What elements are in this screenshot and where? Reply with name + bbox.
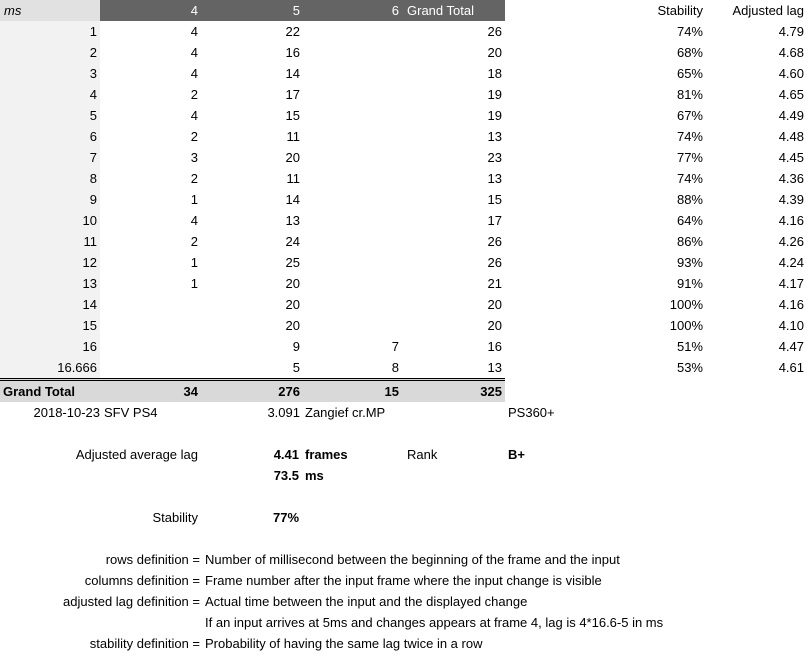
cell-row-total[interactable]: 13 — [487, 360, 502, 375]
date-cell[interactable]: 2018-10-23 — [33, 405, 100, 420]
table-row — [0, 336, 505, 357]
definition-term: stability definition = — [89, 636, 200, 651]
game-cell[interactable]: SFV PS4 — [104, 405, 158, 420]
row-label[interactable]: 6 — [0, 126, 100, 147]
cell-frame-4[interactable]: 2 — [190, 234, 198, 249]
stability-cell[interactable]: 74% — [676, 129, 703, 144]
adjusted-lag-cell[interactable]: 4.36 — [778, 171, 804, 186]
row-label[interactable]: 7 — [0, 147, 100, 168]
grand-total-sum[interactable]: 325 — [480, 384, 502, 399]
grand-total-5[interactable]: 276 — [278, 384, 300, 399]
row-label[interactable]: 15 — [0, 315, 100, 336]
stability-cell[interactable]: 74% — [676, 24, 703, 39]
cell-frame-4[interactable]: 4 — [190, 45, 198, 60]
cell-frame-6[interactable]: 8 — [391, 360, 399, 375]
cell-row-total[interactable]: 13 — [487, 171, 502, 186]
definition-term: adjusted lag definition = — [63, 594, 200, 609]
cell-frame-6[interactable]: 7 — [391, 339, 399, 354]
stability-cell[interactable]: 64% — [676, 213, 703, 228]
adjusted-lag-cell[interactable]: 4.48 — [778, 129, 804, 144]
cell-frame-4[interactable]: 4 — [190, 213, 198, 228]
stability-value[interactable]: 77% — [273, 510, 300, 525]
stability-cell[interactable]: 53% — [676, 360, 703, 375]
row-label[interactable]: 5 — [0, 105, 100, 126]
cell-frame-5[interactable]: 14 — [285, 66, 300, 81]
adjusted-lag-cell[interactable]: 4.26 — [778, 234, 804, 249]
cell-frame-4[interactable]: 4 — [190, 66, 198, 81]
row-label[interactable]: 13 — [0, 273, 100, 294]
cell-frame-4[interactable]: 4 — [190, 24, 198, 39]
cell-row-total[interactable]: 19 — [487, 87, 502, 102]
table-row — [0, 42, 505, 63]
table-row — [0, 84, 505, 105]
grand-total-row — [0, 378, 505, 402]
table-row — [0, 294, 505, 315]
version-cell[interactable]: 3.091 — [267, 405, 300, 420]
stability-cell[interactable]: 91% — [676, 276, 703, 291]
avg-lag-ms-value[interactable]: 73.5 — [273, 468, 299, 483]
definition-text: If an input arrives at 5ms and changes appears at frame 4, lag is 4*16.6-5 in ms — [205, 615, 664, 630]
cell-frame-4[interactable]: 1 — [190, 276, 198, 291]
row-label[interactable]: 9 — [0, 189, 100, 210]
adjusted-lag-cell[interactable]: 4.60 — [778, 66, 804, 81]
stability-cell[interactable]: 93% — [676, 255, 703, 270]
cell-frame-5[interactable]: 11 — [286, 129, 300, 144]
frames-unit: frames — [305, 447, 348, 462]
cell-frame-5[interactable]: 20 — [285, 150, 300, 165]
pivot-table — [0, 0, 505, 402]
cell-row-total[interactable]: 20 — [487, 297, 502, 312]
table-row — [0, 63, 505, 84]
row-label[interactable]: 14 — [0, 294, 100, 315]
col-header-grand-total[interactable]: Grand Total — [407, 3, 474, 18]
cell-row-total[interactable]: 26 — [487, 255, 502, 270]
cell-row-total[interactable]: 16 — [487, 339, 502, 354]
stability-cell[interactable]: 81% — [676, 87, 703, 102]
definition-text: Probability of having the same lag twice in a row — [205, 636, 483, 651]
stability-cell[interactable]: 51% — [676, 339, 703, 354]
table-row — [0, 189, 505, 210]
col-header-6[interactable]: 6 — [391, 3, 399, 18]
adjusted-lag-cell[interactable]: 4.45 — [778, 150, 804, 165]
grand-total-label: Grand Total — [3, 384, 75, 399]
adjusted-lag-cell[interactable]: 4.61 — [778, 360, 804, 375]
table-row — [0, 273, 505, 294]
cell-frame-4[interactable]: 1 — [190, 255, 198, 270]
stability-label: Stability — [152, 510, 198, 525]
row-label[interactable]: 16.666 — [0, 357, 100, 378]
cell-frame-4[interactable]: 4 — [190, 108, 198, 123]
cell-frame-5[interactable]: 13 — [285, 213, 300, 228]
adjusted-lag-cell[interactable]: 4.10 — [778, 318, 804, 333]
stability-cell[interactable]: 77% — [676, 150, 703, 165]
adjusted-lag-cell[interactable]: 4.16 — [778, 213, 804, 228]
row-label[interactable]: 8 — [0, 168, 100, 189]
adjusted-lag-cell[interactable]: 4.16 — [778, 297, 804, 312]
cell-frame-5[interactable]: 20 — [285, 297, 300, 312]
cell-row-total[interactable]: 26 — [487, 234, 502, 249]
grand-total-4[interactable]: 34 — [183, 384, 198, 399]
cell-row-total[interactable]: 21 — [487, 276, 502, 291]
cell-row-total[interactable]: 13 — [487, 129, 502, 144]
cell-frame-5[interactable]: 9 — [292, 339, 300, 354]
table-row — [0, 231, 505, 252]
row-header-ms[interactable]: ms — [0, 0, 100, 21]
stability-cell[interactable]: 86% — [676, 234, 703, 249]
stability-cell[interactable]: 88% — [676, 192, 703, 207]
cell-row-total[interactable]: 19 — [487, 108, 502, 123]
table-row — [0, 147, 505, 168]
cell-row-total[interactable]: 20 — [487, 318, 502, 333]
adjusted-lag-cell[interactable]: 4.65 — [778, 87, 804, 102]
grand-total-6[interactable]: 15 — [384, 384, 399, 399]
cell-frame-4[interactable]: 2 — [190, 129, 198, 144]
cell-row-total[interactable]: 20 — [487, 45, 502, 60]
avg-lag-frames-value[interactable]: 4.41 — [273, 447, 299, 462]
cell-frame-5[interactable]: 24 — [285, 234, 300, 249]
cell-frame-5[interactable]: 16 — [285, 45, 300, 60]
adjusted-lag-cell[interactable]: 4.24 — [778, 255, 804, 270]
pivot-header-row — [0, 0, 505, 21]
rank-value[interactable]: B+ — [508, 447, 525, 462]
row-label[interactable]: 2 — [0, 42, 100, 63]
cell-frame-4[interactable]: 3 — [190, 150, 198, 165]
cell-frame-5[interactable]: 20 — [285, 318, 300, 333]
table-row — [0, 315, 505, 336]
col-header-4[interactable]: 4 — [190, 3, 198, 18]
definition-term: columns definition = — [84, 573, 200, 588]
adjusted-lag-header[interactable]: Adjusted lag — [732, 3, 804, 18]
cell-row-total[interactable]: 17 — [487, 213, 502, 228]
table-row — [0, 357, 505, 378]
cell-frame-5[interactable]: 5 — [292, 360, 300, 375]
cell-frame-5[interactable]: 22 — [285, 24, 300, 39]
cell-frame-4[interactable]: 2 — [190, 171, 198, 186]
adjusted-lag-cell[interactable]: 4.49 — [778, 108, 804, 123]
cell-row-total[interactable]: 15 — [487, 192, 502, 207]
row-label[interactable]: 11 — [0, 231, 100, 252]
table-row — [0, 210, 505, 231]
row-label[interactable]: 12 — [0, 252, 100, 273]
cell-frame-5[interactable]: 25 — [285, 255, 300, 270]
definition-text: Frame number after the input frame where the input change is visible — [205, 573, 602, 588]
adjusted-lag-cell[interactable]: 4.68 — [778, 45, 804, 60]
stability-cell[interactable]: 74% — [676, 171, 703, 186]
cell-row-total[interactable]: 23 — [487, 150, 502, 165]
avg-lag-label: Adjusted average lag — [75, 447, 198, 462]
table-row — [0, 21, 505, 42]
ms-unit: ms — [305, 468, 324, 483]
cell-frame-5[interactable]: 17 — [285, 87, 300, 102]
stability-header[interactable]: Stability — [657, 3, 703, 18]
row-label[interactable]: 10 — [0, 210, 100, 231]
cell-frame-5[interactable]: 11 — [286, 171, 300, 186]
move-cell[interactable]: Zangief cr.MP — [305, 405, 386, 420]
col-header-5[interactable]: 5 — [292, 3, 300, 18]
cell-frame-4[interactable]: 2 — [190, 87, 198, 102]
controller-cell[interactable]: PS360+ — [508, 405, 555, 420]
definition-text: Number of millisecond between the beginning of the frame and the input — [205, 552, 620, 567]
table-row — [0, 252, 505, 273]
table-row — [0, 126, 505, 147]
adjusted-lag-cell[interactable]: 4.79 — [778, 24, 804, 39]
definition-term: rows definition = — [105, 552, 200, 567]
stability-cell[interactable]: 100% — [669, 318, 703, 333]
cell-frame-4[interactable]: 1 — [190, 192, 198, 207]
cell-frame-5[interactable]: 15 — [285, 108, 300, 123]
table-row — [0, 105, 505, 126]
cell-row-total[interactable]: 18 — [487, 66, 502, 81]
row-label[interactable]: 1 — [0, 21, 100, 42]
stability-cell[interactable]: 68% — [676, 45, 703, 60]
stability-cell[interactable]: 65% — [676, 66, 703, 81]
cell-frame-5[interactable]: 20 — [285, 276, 300, 291]
table-row — [0, 168, 505, 189]
rank-label: Rank — [407, 447, 438, 462]
row-label[interactable]: 16 — [0, 336, 100, 357]
adjusted-lag-cell[interactable]: 4.39 — [778, 192, 804, 207]
stability-cell[interactable]: 67% — [676, 108, 703, 123]
adjusted-lag-cell[interactable]: 4.47 — [778, 339, 804, 354]
stability-cell[interactable]: 100% — [669, 297, 703, 312]
row-label[interactable]: 3 — [0, 63, 100, 84]
cell-frame-5[interactable]: 14 — [285, 192, 300, 207]
adjusted-lag-cell[interactable]: 4.17 — [778, 276, 804, 291]
row-label[interactable]: 4 — [0, 84, 100, 105]
cell-row-total[interactable]: 26 — [487, 24, 502, 39]
definition-text: Actual time between the input and the displayed change — [205, 594, 528, 609]
